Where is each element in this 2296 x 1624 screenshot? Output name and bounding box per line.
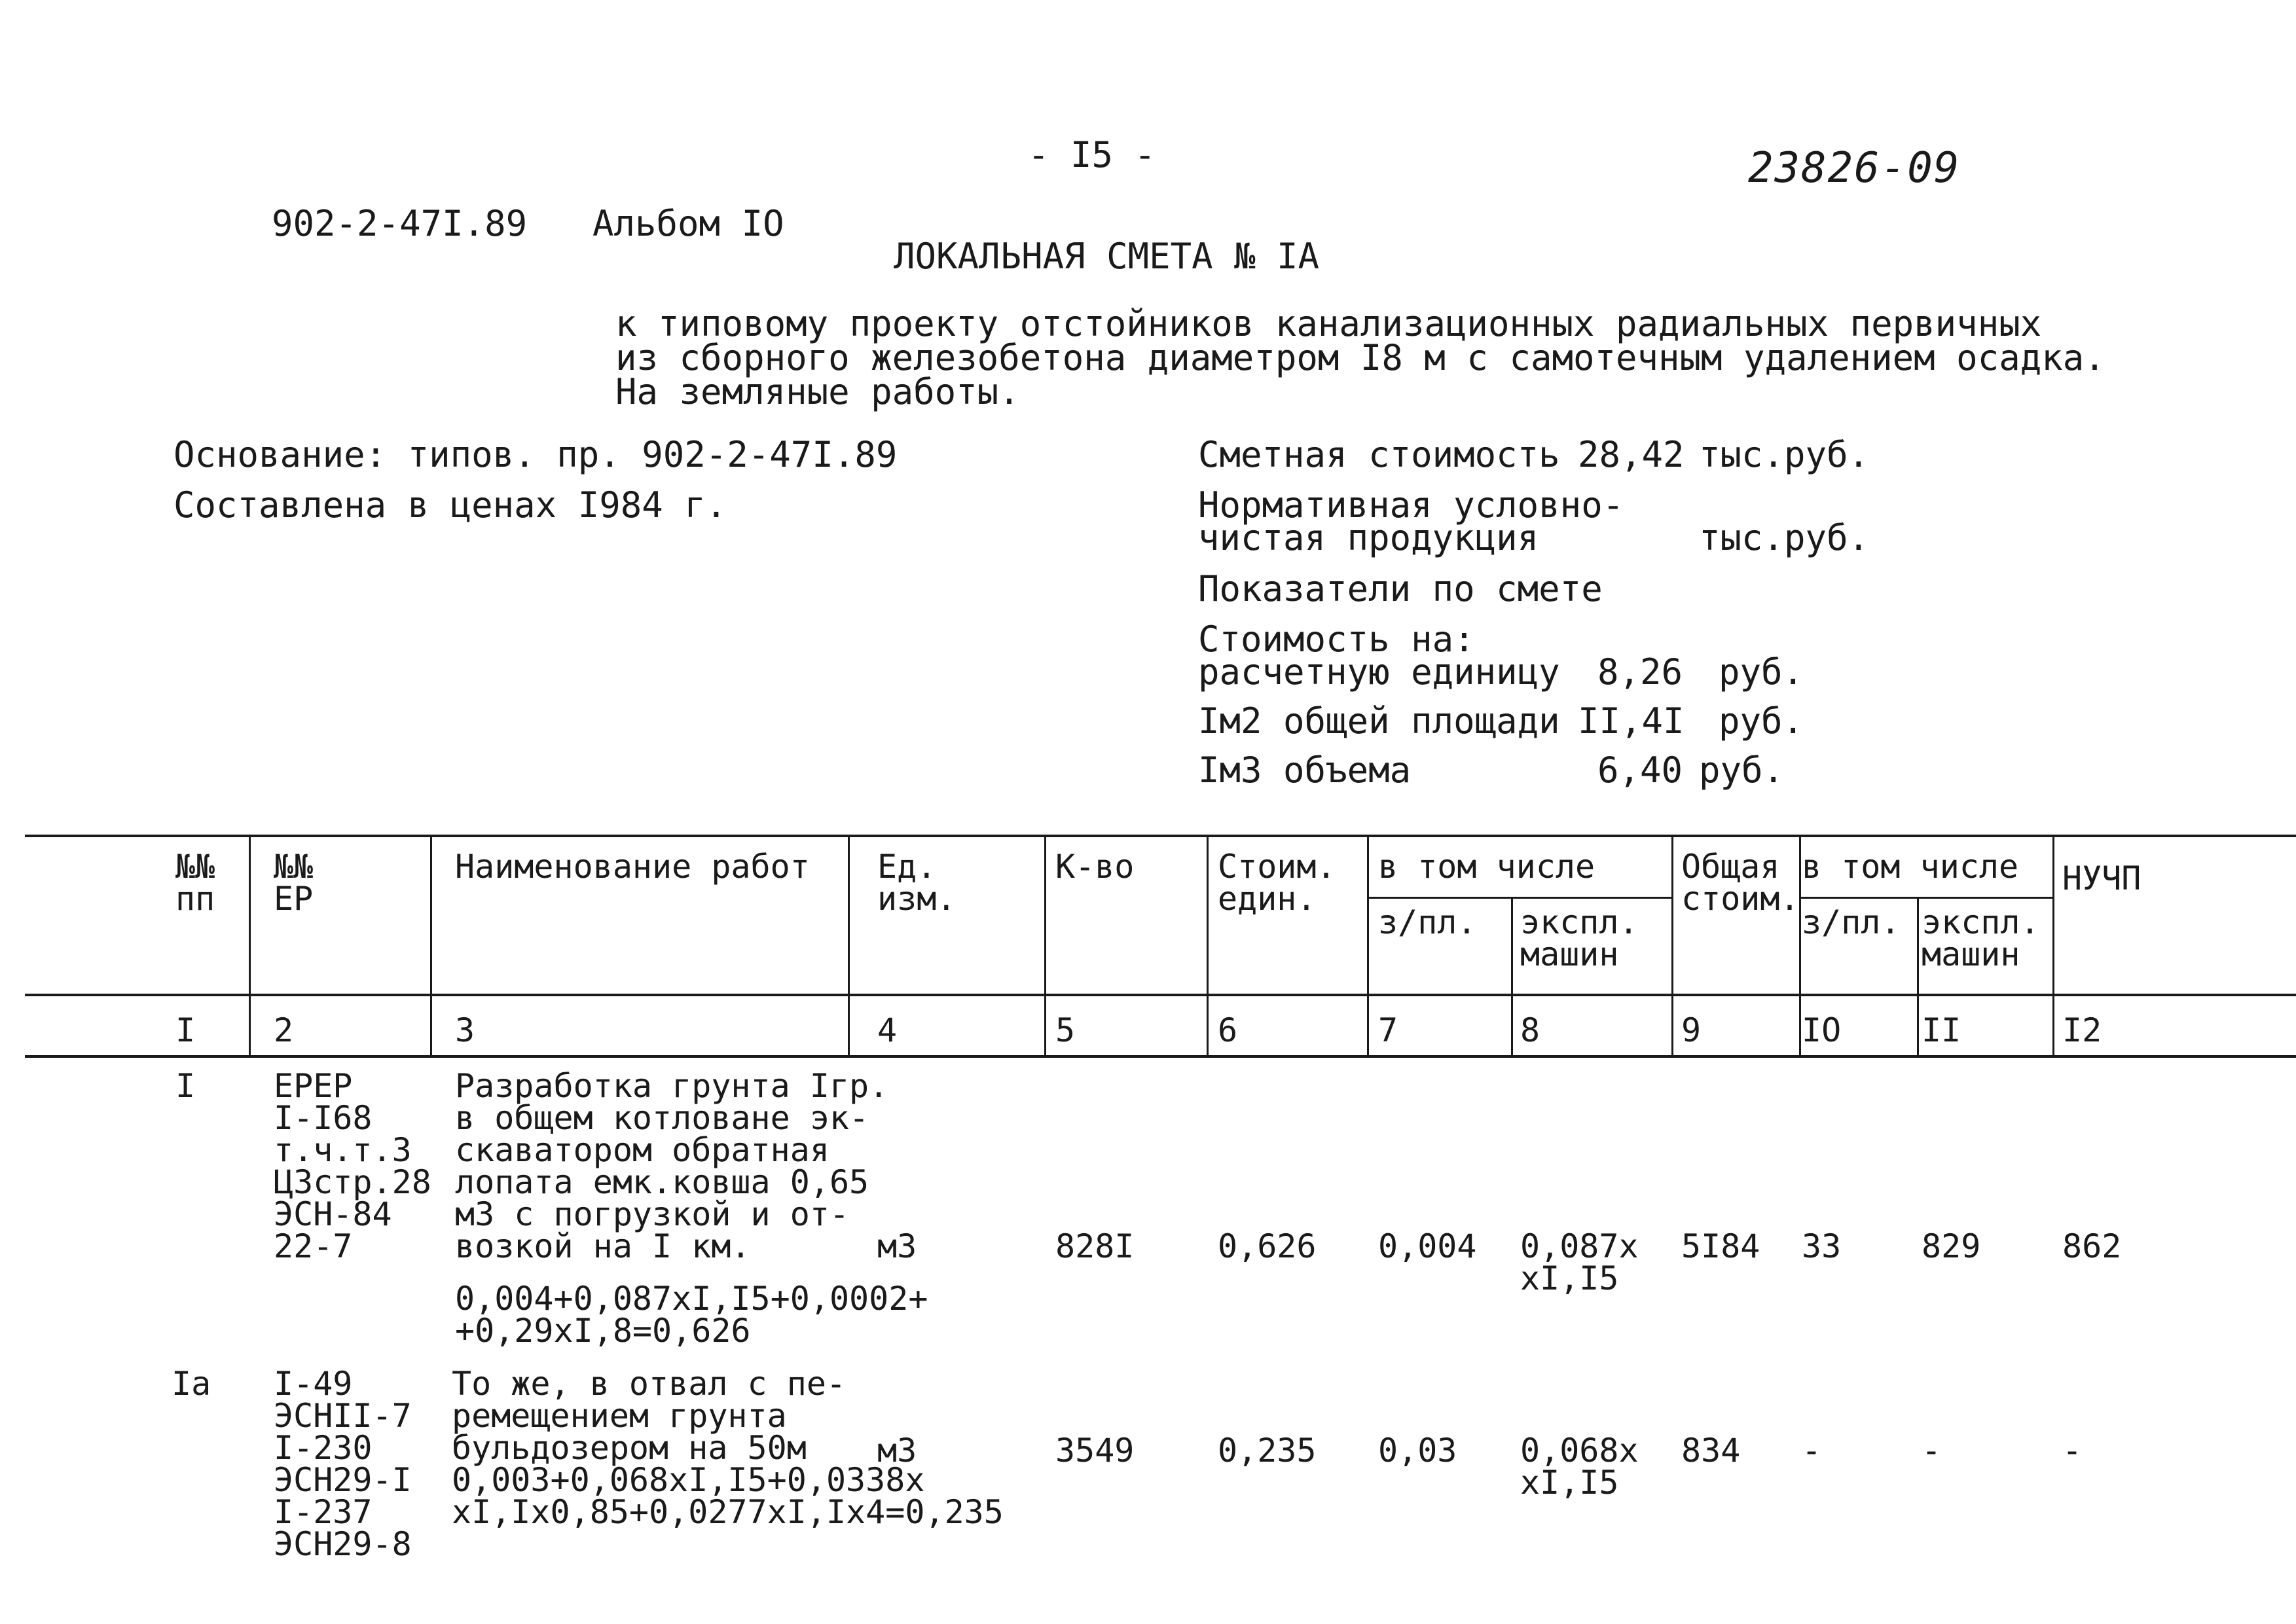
calc-unit-unit: руб. [1719, 651, 1804, 693]
prices-label: Составлена в ценах I984 г. [173, 484, 727, 526]
description-line-1: к типовому проекту отстойников канализационных радиальных первичных [615, 303, 2042, 344]
row-nuchp: - [2062, 1432, 2083, 1470]
header-er-no: №№ ЕР [274, 848, 314, 918]
col-number: 9 [1681, 1011, 1702, 1049]
header-group-including-2: в том числе [1802, 848, 2019, 886]
col-divider [1511, 897, 1513, 1057]
row-machines: 0,068x xI,I5 [1520, 1432, 1639, 1502]
numbers-bottom-rule [25, 1055, 2296, 1058]
row-er-reference: ЕРЕР I-I68 т.ч.т.3 Ц3стр.28 ЭСН-84 22-7 [274, 1067, 431, 1265]
row-er-reference: I-49 ЭСНII-7 I-230 ЭСН29-I I-237 ЭСН29-8 [274, 1365, 412, 1563]
col-divider [430, 835, 432, 1057]
col-divider [1671, 835, 1673, 1057]
row-unit: м3 [877, 1432, 917, 1470]
document-number: 23826-09 [1748, 144, 1961, 192]
col-number: 4 [877, 1011, 898, 1049]
header-total-wage: з/пл. [1802, 903, 1901, 941]
header-nuchp: НУЧП [2062, 859, 2141, 897]
header-wage: з/пл. [1378, 903, 1477, 941]
col-divider [1367, 835, 1369, 1057]
header-quantity: К-во [1055, 848, 1135, 886]
row-wage: 0,03 [1378, 1432, 1457, 1470]
project-code: 902-2-47I.89 [272, 203, 528, 244]
group-rule-right [1800, 897, 2052, 899]
table-top-rule [25, 835, 2296, 837]
header-machines: экспл. машин [1520, 903, 1639, 973]
basis-label: Основание: типов. пр. 902-2-47I.89 [173, 434, 898, 475]
page-number: - I5 - [1028, 134, 1156, 175]
description-line-2: из сборного железобетона диаметром I8 м с самотечным удалением осадка. [615, 337, 2105, 378]
col-divider [249, 835, 251, 1057]
row-nuchp: 862 [2062, 1227, 2122, 1265]
row-unit: м3 [877, 1227, 917, 1265]
col-divider [2052, 835, 2054, 1057]
description-line-3: На земляные работы. [615, 371, 1020, 412]
col-number: 6 [1218, 1011, 1238, 1049]
header-total-machines: экспл. машин [1922, 903, 2040, 973]
row-total-machines: - [1922, 1432, 1942, 1470]
row-number: I [175, 1067, 196, 1105]
area-label: Iм2 общей площади [1198, 700, 1560, 742]
col-number: 3 [455, 1011, 475, 1049]
col-number: 5 [1055, 1011, 1076, 1049]
album-label: Альбом IO [592, 203, 784, 244]
header-total-cost: Общая стоим. [1681, 848, 1800, 918]
header-unit: Ед. изм. [877, 848, 957, 918]
header-group-including: в том числе [1378, 848, 1595, 886]
col-number: IO [1802, 1011, 1842, 1049]
row-quantity: 828I [1055, 1227, 1135, 1265]
cost-for-label: Стоимость на: [1198, 619, 1475, 660]
document-title-number: № IА [1234, 236, 1320, 277]
col-divider [1044, 835, 1046, 1057]
row-number: Iа [172, 1365, 211, 1403]
row-unit-cost: 0,235 [1218, 1432, 1317, 1470]
row-unit-cost: 0,626 [1218, 1227, 1317, 1265]
row-total-machines: 829 [1922, 1227, 1981, 1265]
header-unit-cost: Стоим. един. [1218, 848, 1336, 918]
group-rule-left [1368, 897, 1673, 899]
calc-unit-label: расчетную единицу [1198, 651, 1560, 693]
volume-value: 6,40 [1597, 749, 1683, 791]
normative-label-2: чистая продукция [1198, 517, 1539, 558]
estimate-cost-value: 28,42 [1578, 434, 1685, 475]
volume-label: Iм3 объема [1198, 749, 1412, 791]
estimate-cost-unit: тыс.руб. [1699, 434, 1870, 475]
col-divider [848, 835, 850, 1057]
row-total-wage: 33 [1802, 1227, 1842, 1265]
col-number: 7 [1378, 1011, 1398, 1049]
header-work-name: Наименование работ [455, 848, 810, 886]
col-number: I2 [2062, 1011, 2102, 1049]
calc-unit-value: 8,26 [1597, 651, 1683, 693]
indicators-label: Показатели по смете [1198, 568, 1603, 609]
row-machines: 0,087x xI,I5 [1520, 1227, 1639, 1297]
normative-label-1: Нормативная условно- [1198, 484, 1624, 526]
estimate-cost-label: Сметная стоимость [1198, 434, 1560, 475]
volume-unit: руб. [1699, 749, 1785, 791]
col-number: 2 [274, 1011, 294, 1049]
row-formula: 0,004+0,087xI,I5+0,0002+ +0,29xI,8=0,626 [455, 1280, 928, 1350]
col-number: II [1922, 1011, 1961, 1049]
row-total-cost: 834 [1681, 1432, 1741, 1470]
col-number: I [175, 1011, 196, 1049]
row-work-name: Разработка грунта Iгр. в общем котловане эк- скаватором обратная лопата емк.ковша 0,65 м3 с погрузкой и от- возкой на I км. [455, 1067, 889, 1265]
col-number: 8 [1520, 1011, 1540, 1049]
row-work-name: То же, в отвал с пе- ремещением грунта бульдозером на 50м 0,003+0,068xI,I5+0,0338x xI,Ix0,85+0,0277xI,Ix4=0,235 [452, 1365, 1004, 1531]
normative-unit: тыс.руб. [1699, 517, 1870, 558]
row-wage: 0,004 [1378, 1227, 1477, 1265]
col-divider [1917, 897, 1919, 1057]
area-unit: руб. [1719, 700, 1804, 742]
col-divider [1207, 835, 1209, 1057]
row-total-cost: 5I84 [1681, 1227, 1760, 1265]
header-row-no: №№ пп [175, 848, 215, 918]
header-bottom-rule [25, 994, 2296, 996]
row-total-wage: - [1802, 1432, 1822, 1470]
row-quantity: 3549 [1055, 1432, 1135, 1470]
area-value: II,4I [1578, 700, 1685, 742]
document-title: ЛОКАЛЬНАЯ СМЕТА [894, 236, 1213, 277]
